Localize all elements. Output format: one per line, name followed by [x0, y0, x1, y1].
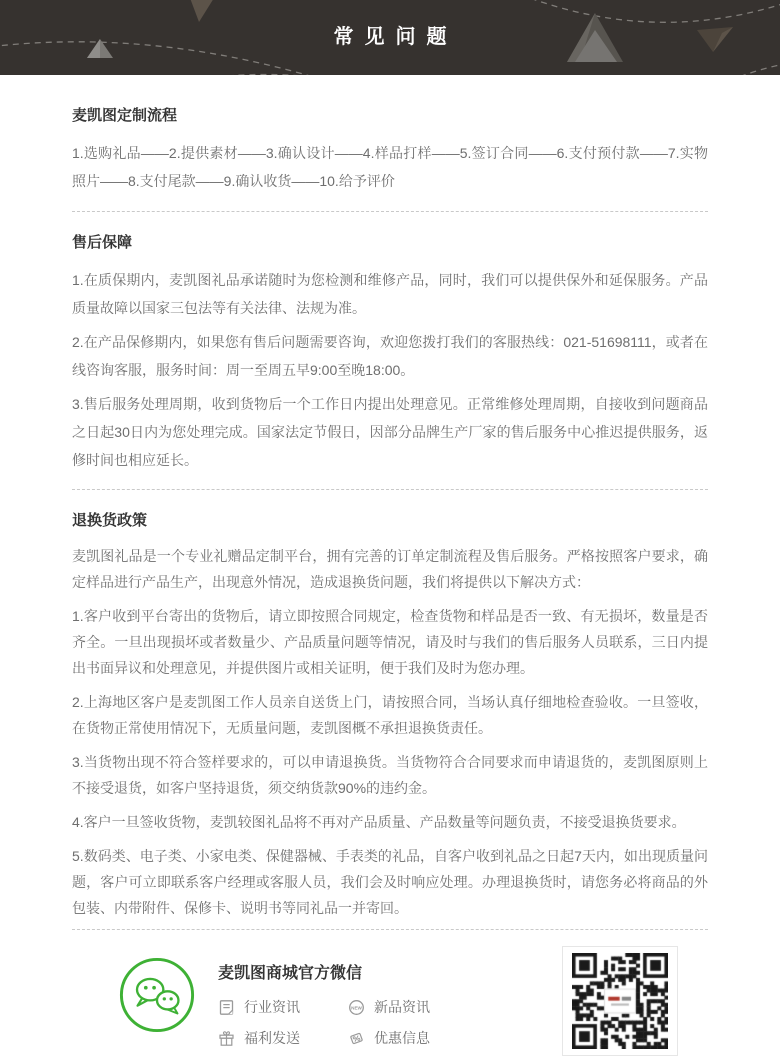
- coupon-icon: [348, 1030, 365, 1047]
- feature-new-products: [348, 997, 458, 1017]
- paragraph: 2.上海地区客户是麦凯图工作人员亲自送货上门，请按照合同，当场认真仔细地检查验收。一旦签收，在货物正常使用情况下，无质量问题，麦凯图概不承担退换货责任。: [72, 694, 708, 736]
- feature-industry-news: [218, 997, 318, 1017]
- paragraph: 5.数码类、电子类、小家电类、保健器械、手表类的礼品，自客户收到礼品之日起7天内，如出现质量问题，客户可立即联系客户经理或客服人员，我们会及时响应处理。办理退换货时，请您务必将商品的外包装、内带附件、保修卡、说明书等同礼品一并寄回。: [72, 848, 708, 916]
- dashed-divider: [72, 211, 708, 212]
- feature-label: 福利发送: [244, 1030, 300, 1046]
- paragraph: 麦凯图礼品是一个专业礼赠品定制平台，拥有完善的订单定制流程及售后服务。严格按照客户要求，确定样品进行产品生产，出现意外情况，造成退换货问题，我们将提供以下解决方式：: [72, 548, 708, 590]
- paragraph: 1.选购礼品——2.提供素材——3.确认设计——4.样品打样——5.签订合同——6.支付预付款——7.实物照片——8.支付尾款——9.确认收货——10.给予评价: [72, 145, 708, 189]
- section-heading: 退换货政策: [72, 512, 148, 529]
- paragraph: 3.售后服务处理周期，收到货物后一个工作日内提出处理意见。正常维修处理周期，自接收到问题商品之日起30日内为您处理完成。国家法定节假日，因部分品牌生产厂家的售后服务中心推迟提供服务，返修时间也相应延长。: [72, 396, 708, 468]
- wechat-title: 麦凯图商城官方微信: [218, 965, 363, 982]
- dashed-divider: [72, 489, 708, 490]
- gift-icon: [218, 1030, 235, 1047]
- section-returns: [72, 511, 708, 921]
- svg-text:NEW: NEW: [351, 1004, 362, 1010]
- paragraph: 1.在质保期内，麦凯图礼品承诺随时为您检测和维修产品，同时，我们可以提供保外和延保服务。产品质量故障以国家三包法等有关法律、法规为准。: [72, 272, 708, 316]
- news-doc-icon: [218, 999, 235, 1016]
- section-aftersales: [72, 233, 708, 474]
- page-title: 常见问题: [333, 26, 458, 48]
- wechat-icon: [118, 956, 196, 1034]
- section-process: [72, 106, 708, 195]
- paragraph: 4.客户一旦签收货物，麦凯较图礼品将不再对产品质量、产品数量等问题负责，不接受退换货要求。: [72, 814, 686, 830]
- wechat-footer: [72, 930, 708, 1056]
- qr-code: [562, 946, 678, 1056]
- content: [0, 106, 780, 1056]
- feature-discounts: [348, 1028, 458, 1048]
- paragraph: 3.当货物出现不符合签样要求的，可以申请退换货。当货物符合合同要求而申请退货的，麦凯图原则上不接受退货，如客户坚持退货，须交纳货款90%的违约金。: [72, 754, 708, 796]
- paragraph: 2.在产品保修期内，如果您有售后问题需要咨询，欢迎您拨打我们的客服热线：021-51698111，或者在线咨询客服，服务时间：周一至周五早9:00至晚18:00。: [72, 334, 708, 378]
- wechat-feature-grid: [218, 997, 562, 1048]
- feature-label: 行业资讯: [244, 999, 300, 1015]
- section-heading: 麦凯图定制流程: [72, 107, 178, 124]
- page-header: [0, 0, 780, 75]
- paragraph: 1.客户收到平台寄出的货物后，请立即按照合同规定，检查货物和样品是否一致、有无损坏，数量是否齐全。一旦出现损坏或者数量少、产品质量问题等情况，请及时与我们的售后服务人员联系，三日内提出书面异议和处理意见，并提供图片或相关证明，便于我们及时为您办理。: [72, 608, 708, 676]
- feature-benefits: [218, 1028, 318, 1048]
- feature-label: 新品资讯: [374, 999, 430, 1015]
- section-heading: 售后保障: [72, 234, 133, 251]
- feature-label: 优惠信息: [374, 1030, 430, 1046]
- wechat-info: [218, 956, 562, 1048]
- new-badge-icon: [348, 999, 365, 1016]
